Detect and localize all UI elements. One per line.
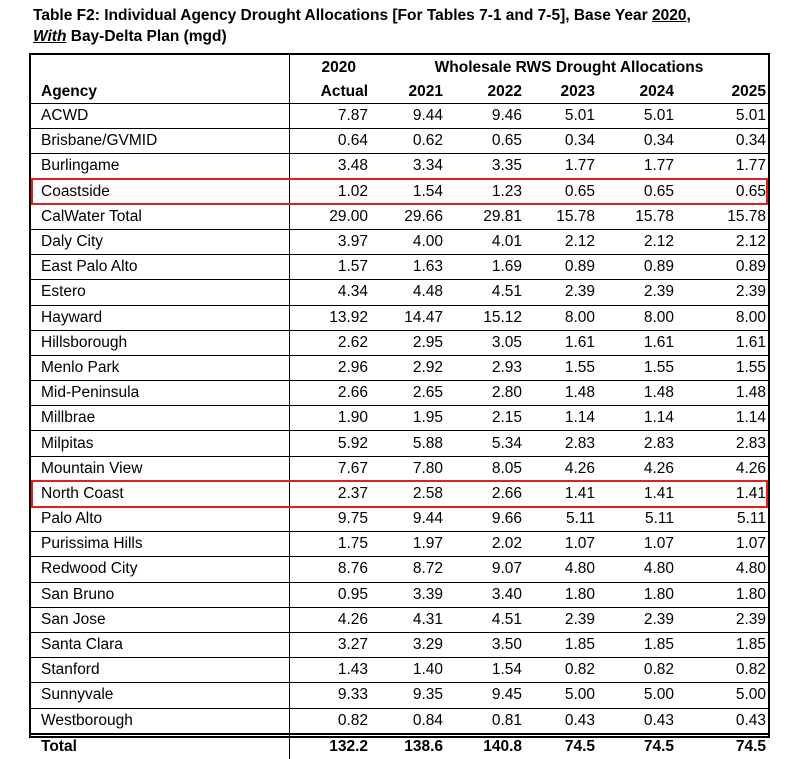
agency-name: North Coast	[31, 481, 289, 506]
allocation-value: 2.39	[597, 280, 676, 305]
agency-name: Stanford	[31, 658, 289, 683]
header-row-bottom	[31, 79, 768, 104]
table-row	[31, 456, 768, 481]
allocation-value: 1.07	[597, 532, 676, 557]
allocation-value: 1.80	[524, 582, 597, 607]
allocation-value: 4.00	[370, 229, 445, 254]
agency-name: San Bruno	[31, 582, 289, 607]
allocation-value: 0.65	[524, 179, 597, 204]
table-row	[31, 406, 768, 431]
agency-name: Millbrae	[31, 406, 289, 431]
allocation-value: 0.89	[524, 255, 597, 280]
allocation-value: 1.77	[597, 154, 676, 179]
allocation-value: 1.80	[597, 582, 676, 607]
allocation-value: 15.78	[676, 204, 768, 229]
allocation-value: 0.34	[524, 129, 597, 154]
table-row	[31, 179, 768, 204]
total-value: 138.6	[370, 734, 445, 759]
actual-value: 4.26	[289, 607, 370, 632]
allocation-value: 5.11	[676, 507, 768, 532]
allocation-value: 2.39	[524, 280, 597, 305]
actual-value: 1.43	[289, 658, 370, 683]
agency-name: Westborough	[31, 708, 289, 734]
allocation-value: 2.12	[524, 229, 597, 254]
allocation-value: 5.01	[676, 104, 768, 129]
actual-value: 3.27	[289, 632, 370, 657]
header-year: 2022	[445, 79, 524, 104]
allocation-value: 1.85	[524, 632, 597, 657]
total-label: Total	[31, 734, 289, 759]
header-year: 2024	[597, 79, 676, 104]
agency-name: Sunnyvale	[31, 683, 289, 708]
allocation-value: 0.81	[445, 708, 524, 734]
header-row-top	[31, 55, 768, 79]
allocation-value: 4.51	[445, 607, 524, 632]
actual-value: 0.95	[289, 582, 370, 607]
agency-name: Mountain View	[31, 456, 289, 481]
allocation-value: 3.05	[445, 330, 524, 355]
table-row	[31, 255, 768, 280]
allocation-value: 9.45	[445, 683, 524, 708]
agency-name: Milpitas	[31, 431, 289, 456]
table-row	[31, 355, 768, 380]
allocation-value: 2.93	[445, 355, 524, 380]
actual-value: 3.97	[289, 229, 370, 254]
agency-name: CalWater Total	[31, 204, 289, 229]
allocation-value: 3.40	[445, 582, 524, 607]
allocation-value: 0.65	[676, 179, 768, 204]
allocation-value: 5.34	[445, 431, 524, 456]
allocation-value: 0.82	[676, 658, 768, 683]
allocation-value: 0.34	[597, 129, 676, 154]
table-caption	[33, 5, 783, 47]
allocation-value: 3.29	[370, 632, 445, 657]
header-blank	[31, 55, 289, 79]
caption-comma: ,	[686, 7, 691, 24]
allocation-value: 0.89	[676, 255, 768, 280]
caption-title: Table F2: Individual Agency Drought Allocations [For Tables 7-1 and 7-5], Base Year	[33, 7, 652, 24]
allocation-value: 4.80	[597, 557, 676, 582]
allocation-value: 1.48	[524, 381, 597, 406]
allocation-value: 4.51	[445, 280, 524, 305]
allocation-value: 1.41	[676, 481, 768, 506]
allocation-value: 1.85	[597, 632, 676, 657]
actual-value: 4.34	[289, 280, 370, 305]
agency-name: Estero	[31, 280, 289, 305]
table-row	[31, 280, 768, 305]
total-value: 74.5	[597, 734, 676, 759]
allocation-value: 1.61	[597, 330, 676, 355]
actual-value: 1.57	[289, 255, 370, 280]
agency-name: Redwood City	[31, 557, 289, 582]
allocation-value: 1.95	[370, 406, 445, 431]
agency-name: Menlo Park	[31, 355, 289, 380]
table-row	[31, 381, 768, 406]
allocation-value: 2.12	[597, 229, 676, 254]
agency-name: Coastside	[31, 179, 289, 204]
allocation-value: 4.31	[370, 607, 445, 632]
allocation-value: 9.44	[370, 507, 445, 532]
agency-name: San Jose	[31, 607, 289, 632]
allocation-value: 1.55	[524, 355, 597, 380]
table-row	[31, 532, 768, 557]
allocation-value: 4.26	[597, 456, 676, 481]
agency-name: Hayward	[31, 305, 289, 330]
actual-value: 29.00	[289, 204, 370, 229]
allocation-value: 29.81	[445, 204, 524, 229]
allocation-value: 1.54	[445, 658, 524, 683]
allocation-value: 8.00	[597, 305, 676, 330]
allocation-value: 8.05	[445, 456, 524, 481]
total-value: 140.8	[445, 734, 524, 759]
allocation-value: 4.26	[524, 456, 597, 481]
allocation-value: 1.41	[524, 481, 597, 506]
total-value: 74.5	[676, 734, 768, 759]
allocation-value: 0.43	[524, 708, 597, 734]
allocation-value: 4.48	[370, 280, 445, 305]
header-year: 2025	[676, 79, 768, 104]
allocation-value: 1.61	[524, 330, 597, 355]
allocation-value: 1.41	[597, 481, 676, 506]
allocation-value: 1.07	[676, 532, 768, 557]
allocations-table	[31, 55, 768, 759]
actual-value: 9.33	[289, 683, 370, 708]
allocation-value: 3.50	[445, 632, 524, 657]
allocation-value: 8.00	[524, 305, 597, 330]
table-row	[31, 557, 768, 582]
allocation-value: 2.83	[676, 431, 768, 456]
allocation-value: 0.43	[597, 708, 676, 734]
allocation-value: 1.54	[370, 179, 445, 204]
table-row	[31, 204, 768, 229]
allocation-value: 4.26	[676, 456, 768, 481]
table-row	[31, 129, 768, 154]
allocation-value: 2.39	[676, 607, 768, 632]
allocation-value: 1.14	[597, 406, 676, 431]
allocation-value: 9.46	[445, 104, 524, 129]
caption-with: With	[33, 28, 67, 45]
actual-value: 7.67	[289, 456, 370, 481]
actual-value: 1.75	[289, 532, 370, 557]
header-actual-top: 2020	[289, 55, 370, 79]
allocation-value: 1.77	[676, 154, 768, 179]
table-row	[31, 104, 768, 129]
allocation-value: 4.80	[676, 557, 768, 582]
table-row	[31, 305, 768, 330]
caption-plan: Bay-Delta Plan (mgd)	[66, 28, 227, 45]
allocation-value: 0.89	[597, 255, 676, 280]
allocation-value: 29.66	[370, 204, 445, 229]
total-value: 74.5	[524, 734, 597, 759]
table-row	[31, 632, 768, 657]
agency-name: Hillsborough	[31, 330, 289, 355]
allocation-value: 1.48	[676, 381, 768, 406]
agency-name: Burlingame	[31, 154, 289, 179]
header-year: 2021	[370, 79, 445, 104]
allocation-value: 1.23	[445, 179, 524, 204]
allocation-value: 1.63	[370, 255, 445, 280]
allocation-value: 2.12	[676, 229, 768, 254]
agency-name: Brisbane/GVMID	[31, 129, 289, 154]
allocation-value: 2.92	[370, 355, 445, 380]
table-row	[31, 582, 768, 607]
allocation-value: 8.72	[370, 557, 445, 582]
allocation-value: 4.80	[524, 557, 597, 582]
actual-value: 1.90	[289, 406, 370, 431]
agency-name: Daly City	[31, 229, 289, 254]
allocation-value: 1.55	[597, 355, 676, 380]
allocation-value: 9.66	[445, 507, 524, 532]
allocation-value: 1.61	[676, 330, 768, 355]
allocation-value: 2.02	[445, 532, 524, 557]
agency-name: Mid-Peninsula	[31, 381, 289, 406]
actual-value: 9.75	[289, 507, 370, 532]
caption-base-year: 2020	[652, 7, 687, 24]
allocation-value: 2.39	[524, 607, 597, 632]
table-row	[31, 708, 768, 734]
allocation-value: 5.01	[524, 104, 597, 129]
allocation-value: 5.00	[676, 683, 768, 708]
allocation-value: 9.07	[445, 557, 524, 582]
agency-name: Palo Alto	[31, 507, 289, 532]
allocation-value: 0.65	[445, 129, 524, 154]
header-year: 2023	[524, 79, 597, 104]
allocation-value: 2.83	[597, 431, 676, 456]
agency-name: Purissima Hills	[31, 532, 289, 557]
actual-value: 0.82	[289, 708, 370, 734]
allocation-value: 3.34	[370, 154, 445, 179]
allocation-value: 1.14	[524, 406, 597, 431]
allocation-value: 15.12	[445, 305, 524, 330]
agency-name: ACWD	[31, 104, 289, 129]
allocation-value: 5.88	[370, 431, 445, 456]
allocation-value: 1.07	[524, 532, 597, 557]
allocation-value: 2.39	[597, 607, 676, 632]
table-row	[31, 330, 768, 355]
allocation-value: 2.66	[445, 481, 524, 506]
allocation-value: 0.82	[597, 658, 676, 683]
agency-name: East Palo Alto	[31, 255, 289, 280]
allocation-value: 2.83	[524, 431, 597, 456]
allocation-value: 9.35	[370, 683, 445, 708]
allocation-value: 1.80	[676, 582, 768, 607]
allocation-value: 0.82	[524, 658, 597, 683]
allocation-value: 5.00	[597, 683, 676, 708]
actual-value: 13.92	[289, 305, 370, 330]
allocation-value: 2.65	[370, 381, 445, 406]
table-row	[31, 507, 768, 532]
allocation-value: 0.43	[676, 708, 768, 734]
allocation-value: 5.01	[597, 104, 676, 129]
allocation-value: 8.00	[676, 305, 768, 330]
allocation-value: 1.14	[676, 406, 768, 431]
allocation-value: 2.95	[370, 330, 445, 355]
actual-value: 2.66	[289, 381, 370, 406]
actual-value: 0.64	[289, 129, 370, 154]
allocation-value: 0.34	[676, 129, 768, 154]
allocation-value: 1.55	[676, 355, 768, 380]
allocation-value: 2.80	[445, 381, 524, 406]
allocation-value: 7.80	[370, 456, 445, 481]
allocation-value: 1.69	[445, 255, 524, 280]
allocation-value: 1.85	[676, 632, 768, 657]
table-row	[31, 683, 768, 708]
actual-value: 8.76	[289, 557, 370, 582]
total-row	[31, 734, 768, 759]
allocation-value: 3.35	[445, 154, 524, 179]
allocation-value: 2.39	[676, 280, 768, 305]
table-row	[31, 658, 768, 683]
header-actual: Actual	[289, 79, 370, 104]
agency-name: Santa Clara	[31, 632, 289, 657]
actual-value: 2.96	[289, 355, 370, 380]
allocation-value: 5.00	[524, 683, 597, 708]
allocation-value: 5.11	[597, 507, 676, 532]
allocation-value: 15.78	[524, 204, 597, 229]
header-agency: Agency	[31, 79, 289, 104]
allocation-value: 2.58	[370, 481, 445, 506]
total-value: 132.2	[289, 734, 370, 759]
table-row	[31, 229, 768, 254]
table-row	[31, 481, 768, 506]
allocation-value: 14.47	[370, 305, 445, 330]
allocation-value: 1.48	[597, 381, 676, 406]
actual-value: 7.87	[289, 104, 370, 129]
table-row	[31, 607, 768, 632]
allocation-value: 3.39	[370, 582, 445, 607]
actual-value: 2.37	[289, 481, 370, 506]
allocation-value: 9.44	[370, 104, 445, 129]
actual-value: 3.48	[289, 154, 370, 179]
allocation-value: 4.01	[445, 229, 524, 254]
header-group-label: Wholesale RWS Drought Allocations	[434, 59, 704, 76]
allocation-value: 1.97	[370, 532, 445, 557]
actual-value: 1.02	[289, 179, 370, 204]
allocation-value: 0.84	[370, 708, 445, 734]
allocation-value: 0.65	[597, 179, 676, 204]
allocation-value: 1.77	[524, 154, 597, 179]
actual-value: 2.62	[289, 330, 370, 355]
allocation-value: 0.62	[370, 129, 445, 154]
table-row	[31, 154, 768, 179]
allocation-value: 1.40	[370, 658, 445, 683]
allocation-value: 15.78	[597, 204, 676, 229]
table-row	[31, 431, 768, 456]
allocation-value: 5.11	[524, 507, 597, 532]
allocation-value: 2.15	[445, 406, 524, 431]
actual-value: 5.92	[289, 431, 370, 456]
